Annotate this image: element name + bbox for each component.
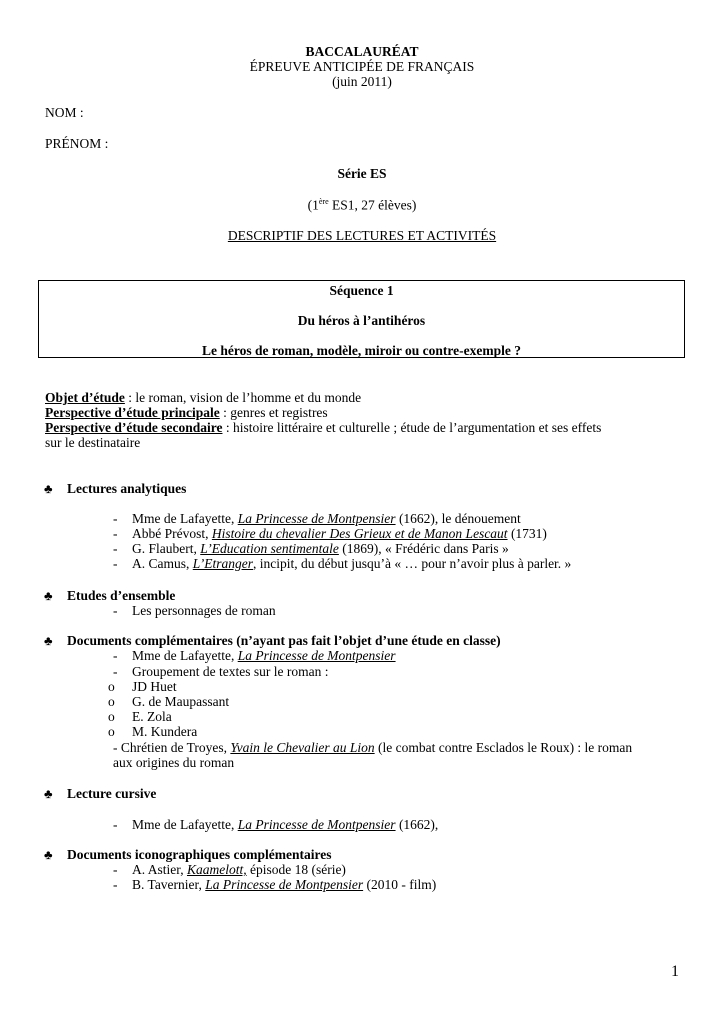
doc-date: (juin 2011) (332, 74, 392, 89)
club-bullet-icon: ♣ (44, 588, 53, 603)
sub-list-item: o JD Huet (108, 679, 177, 694)
descriptif-heading: DESCRIPTIF DES LECTURES ET ACTIVITÉS (227, 228, 497, 243)
list-item: - A. Camus, L’Etranger, incipit, du début jusqu’à « … pour n’avoir plus à parler. » (113, 556, 572, 571)
perspective-secondaire-cont: sur le destinataire (45, 435, 141, 450)
prenom-field: PRÉNOM : (45, 136, 109, 151)
club-bullet-icon: ♣ (44, 786, 53, 801)
objet-etude: Objet d’étude : le roman, vision de l’homme et du monde (45, 390, 362, 405)
club-bullet-icon: ♣ (44, 633, 53, 648)
class-info: (1ère ES1, 27 élèves) (307, 197, 417, 213)
sequence-title: Séquence 1 (329, 283, 394, 298)
sub-list-item: o G. de Maupassant (108, 694, 230, 709)
doc-title: BACCALAURÉAT (305, 44, 419, 59)
list-item: - Abbé Prévost, Histoire du chevalier Des Grieux et de Manon Lescaut (1731) (113, 526, 547, 541)
section-title-etudes-ensemble: Etudes d’ensemble (67, 588, 176, 603)
club-bullet-icon: ♣ (44, 481, 53, 496)
section-title-lectures-analytiques: Lectures analytiques (67, 481, 187, 496)
section-title-lecture-cursive: Lecture cursive (67, 786, 157, 801)
list-item: - G. Flaubert, L’Education sentimentale (1869), « Frédéric dans Paris » (113, 541, 509, 556)
sequence-box (38, 280, 685, 358)
sub-list-item: o E. Zola (108, 709, 172, 724)
club-bullet-icon: ♣ (44, 847, 53, 862)
chretien-item: - Chrétien de Troyes, Yvain le Chevalier au Lion (le combat contre Esclados le Roux) : le roman (113, 740, 633, 755)
page-number: 1 (671, 963, 679, 980)
list-item: - Mme de Lafayette, La Princesse de Montpensier (1662), (113, 817, 439, 832)
sequence-theme: Du héros à l’antihéros (297, 313, 426, 328)
sequence-problematique: Le héros de roman, modèle, miroir ou contre-exemple ? (202, 343, 521, 358)
perspective-principale: Perspective d’étude principale : genres et registres (45, 405, 328, 420)
list-item: - Les personnages de roman (113, 603, 276, 618)
list-item: - Mme de Lafayette, La Princesse de Montpensier (1662), le dénouement (113, 511, 521, 526)
sub-list-item: o M. Kundera (108, 724, 198, 739)
nom-field: NOM : (45, 105, 84, 120)
list-item: - A. Astier, Kaamelott, épisode 18 (série) (113, 862, 346, 877)
list-item: - B. Tavernier, La Princesse de Montpensier (2010 - film) (113, 877, 437, 892)
chretien-item-cont: aux origines du roman (113, 755, 235, 770)
list-item: - Mme de Lafayette, La Princesse de Montpensier (113, 648, 396, 663)
section-title-documents-complementaires: Documents complémentaires (n’ayant pas fait l’objet d’une étude en classe) (67, 633, 501, 648)
doc-subtitle: ÉPREUVE ANTICIPÉE DE FRANÇAIS (249, 59, 475, 74)
perspective-secondaire: Perspective d’étude secondaire : histoire littéraire et culturelle ; étude de l’argumentation et ses effets (45, 420, 602, 435)
list-item: - Groupement de textes sur le roman : (113, 664, 329, 679)
serie-label: Série ES (337, 166, 387, 181)
section-title-documents-iconographiques: Documents iconographiques complémentaires (67, 847, 332, 862)
